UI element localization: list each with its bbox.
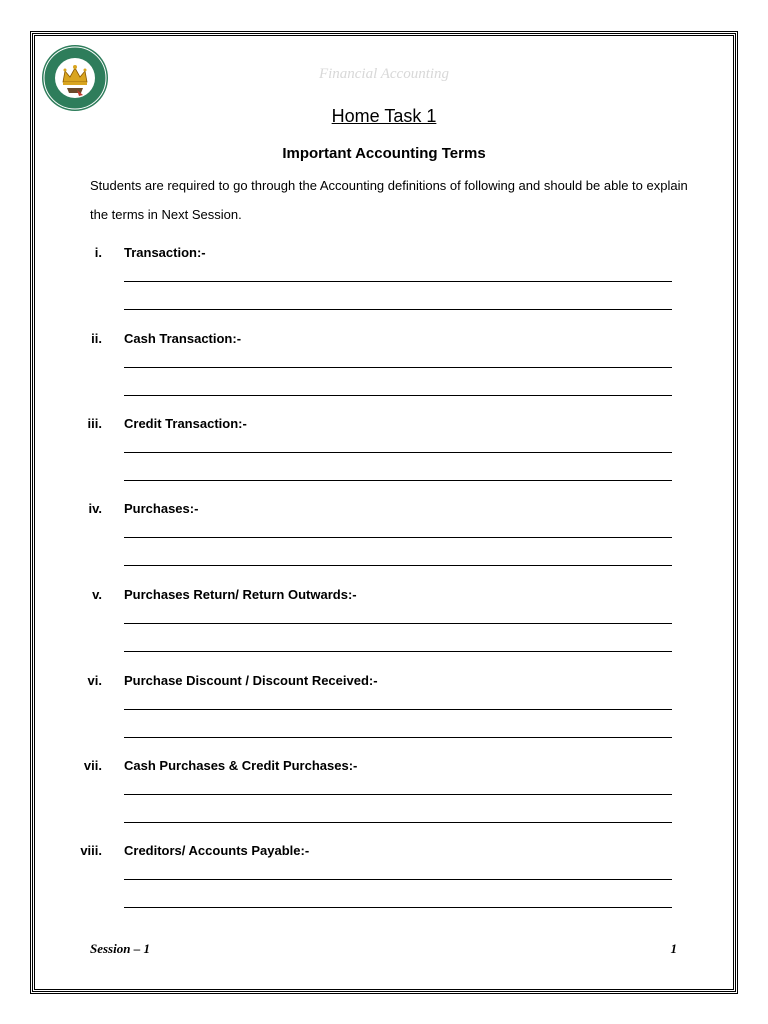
task-label: Purchases Return/ Return Outwards:- bbox=[124, 587, 357, 602]
page-subtitle: Important Accounting Terms bbox=[282, 145, 486, 162]
answer-line bbox=[124, 367, 672, 368]
answer-line bbox=[124, 309, 672, 310]
task-item bbox=[0, 501, 768, 586]
answer-line bbox=[124, 281, 672, 282]
answer-line bbox=[124, 565, 672, 566]
task-label: Creditors/ Accounts Payable:- bbox=[124, 843, 310, 858]
task-number: vi. bbox=[87, 673, 102, 688]
task-number: iii. bbox=[87, 416, 102, 431]
task-item bbox=[0, 758, 768, 843]
answer-line bbox=[124, 452, 672, 453]
page-title: Home Task 1 bbox=[331, 106, 437, 126]
answer-line bbox=[124, 651, 672, 652]
task-number: viii. bbox=[80, 843, 102, 858]
footer-session: Session – 1 bbox=[90, 941, 150, 956]
answer-line bbox=[124, 879, 672, 880]
intro-paragraph: Students are required to go through the Accounting definitions of following and should be able to explain the terms in Next Session. bbox=[90, 178, 688, 222]
task-item bbox=[0, 416, 768, 501]
task-number: ii. bbox=[91, 331, 102, 346]
answer-line bbox=[124, 794, 672, 795]
task-label: Purchase Discount / Discount Received:- bbox=[124, 673, 378, 688]
answer-line bbox=[124, 480, 672, 481]
answer-line bbox=[124, 395, 672, 396]
task-label: Cash Purchases & Credit Purchases:- bbox=[124, 758, 358, 773]
task-number: vii. bbox=[83, 758, 102, 773]
task-item bbox=[0, 843, 768, 928]
answer-line bbox=[124, 907, 672, 908]
task-number: v. bbox=[92, 587, 102, 602]
task-item bbox=[0, 331, 768, 416]
task-label: Credit Transaction:- bbox=[124, 416, 247, 431]
task-item bbox=[0, 587, 768, 672]
task-item bbox=[0, 673, 768, 758]
answer-line bbox=[124, 709, 672, 710]
header-watermark: Financial Accounting bbox=[318, 66, 450, 82]
answer-line bbox=[124, 537, 672, 538]
task-number: i. bbox=[94, 245, 102, 260]
footer-page-number: 1 bbox=[670, 941, 677, 956]
answer-line bbox=[124, 737, 672, 738]
task-label: Transaction:- bbox=[124, 245, 206, 260]
task-number: iv. bbox=[88, 501, 102, 516]
task-label: Purchases:- bbox=[124, 501, 199, 516]
answer-line bbox=[124, 822, 672, 823]
task-label: Cash Transaction:- bbox=[124, 331, 242, 346]
task-item bbox=[0, 245, 768, 330]
answer-line bbox=[124, 623, 672, 624]
